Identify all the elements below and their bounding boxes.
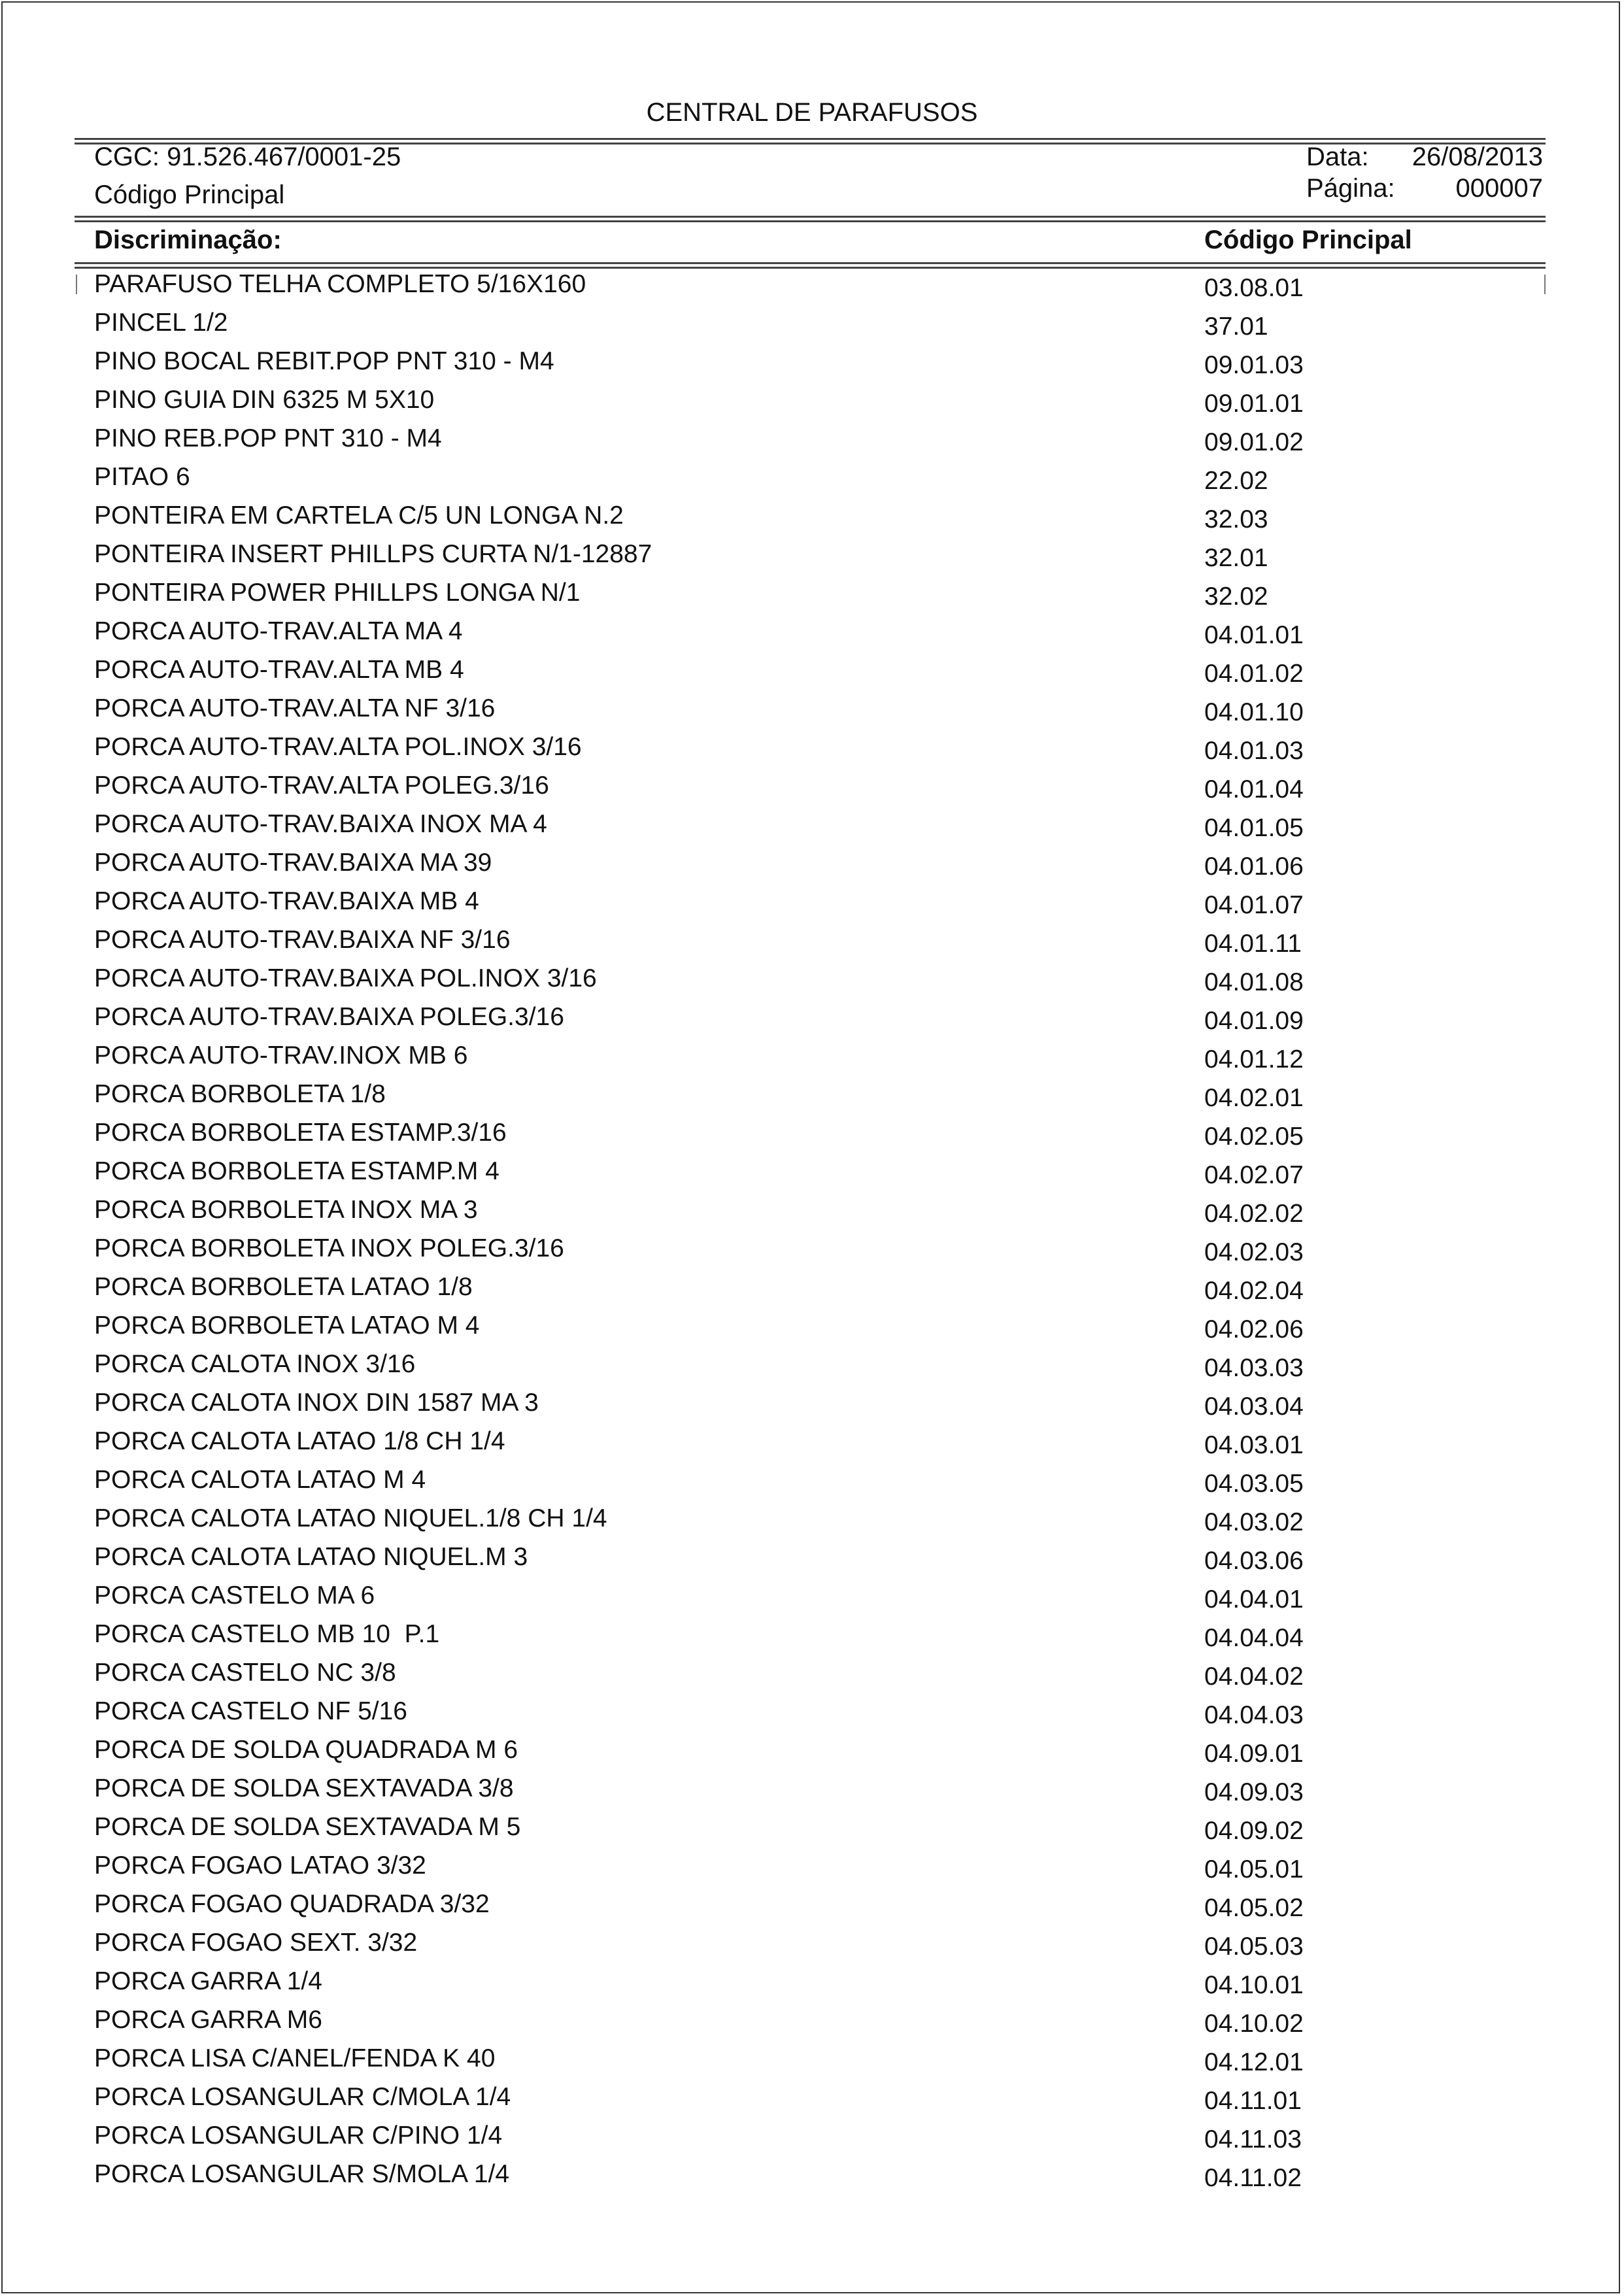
- list-item: [0, 496, 1624, 535]
- item-code: 04.01.08: [1204, 968, 1304, 996]
- item-description: PORCA DE SOLDA QUADRADA M 6: [94, 1736, 518, 1764]
- list-item: [0, 1846, 1624, 1885]
- item-code: 04.03.06: [1204, 1547, 1304, 1575]
- list-item: [0, 843, 1624, 882]
- item-description: PORCA BORBOLETA LATAO 1/8: [94, 1273, 473, 1301]
- list-item: [0, 650, 1624, 689]
- item-code: 04.03.03: [1204, 1354, 1304, 1382]
- item-description: PORCA CALOTA LATAO M 4: [94, 1466, 426, 1494]
- list-item: [0, 1769, 1624, 1808]
- column-rule-bottom-1: [75, 262, 1546, 264]
- item-code: 04.05.01: [1204, 1855, 1304, 1883]
- list-item: [0, 998, 1624, 1036]
- item-description: PORCA BORBOLETA LATAO M 4: [94, 1311, 480, 1340]
- list-item: [0, 766, 1624, 805]
- item-description: PORCA CALOTA INOX 3/16: [94, 1350, 416, 1378]
- list-item: [0, 1075, 1624, 1113]
- item-description: PORCA AUTO-TRAV.BAIXA MA 39: [94, 849, 492, 877]
- list-item: [0, 573, 1624, 612]
- item-code: 04.03.04: [1204, 1393, 1304, 1421]
- item-description: PORCA DE SOLDA SEXTAVADA 3/8: [94, 1774, 514, 1802]
- item-code: 04.03.05: [1204, 1470, 1304, 1498]
- item-description: PORCA AUTO-TRAV.BAIXA NF 3/16: [94, 926, 511, 954]
- item-code: 09.01.03: [1204, 351, 1304, 379]
- item-description: PORCA LOSANGULAR C/PINO 1/4: [94, 2121, 503, 2150]
- list-item: [0, 419, 1624, 458]
- item-code: 04.09.03: [1204, 1778, 1304, 1806]
- list-item: [0, 689, 1624, 728]
- item-description: PINO GUIA DIN 6325 M 5X10: [94, 386, 435, 414]
- item-code: 04.01.05: [1204, 814, 1304, 842]
- list-item: [0, 303, 1624, 342]
- item-code: 03.08.01: [1204, 274, 1304, 302]
- item-code: 04.01.03: [1204, 737, 1304, 765]
- item-description: PITAO 6: [94, 463, 190, 491]
- list-item: [0, 342, 1624, 380]
- item-description: PORCA CALOTA LATAO 1/8 CH 1/4: [94, 1427, 505, 1455]
- item-description: PORCA GARRA 1/4: [94, 1967, 322, 1995]
- item-code: 04.01.10: [1204, 698, 1304, 726]
- item-code: 04.09.01: [1204, 1740, 1304, 1768]
- item-code: 04.01.04: [1204, 775, 1304, 803]
- list-item: [0, 1730, 1624, 1769]
- item-code: 32.01: [1204, 544, 1268, 572]
- item-code: 04.03.02: [1204, 1508, 1304, 1536]
- list-item: [0, 2001, 1624, 2039]
- item-code: 04.04.01: [1204, 1585, 1304, 1613]
- item-code: 09.01.01: [1204, 390, 1304, 418]
- list-item: [0, 2039, 1624, 2078]
- list-item: [0, 1576, 1624, 1615]
- list-item: [0, 805, 1624, 843]
- item-code: 04.02.05: [1204, 1123, 1304, 1151]
- cgc-number: CGC: 91.526.467/0001-25: [94, 143, 401, 171]
- item-description: PORCA LOSANGULAR C/MOLA 1/4: [94, 2083, 511, 2111]
- item-description: PONTEIRA INSERT PHILLPS CURTA N/1-12887: [94, 540, 652, 568]
- list-item: [0, 1808, 1624, 1846]
- item-code: 04.11.02: [1204, 2164, 1302, 2192]
- item-code: 04.09.02: [1204, 1817, 1304, 1845]
- item-description: PORCA AUTO-TRAV.ALTA POL.INOX 3/16: [94, 733, 582, 761]
- item-description: PORCA LOSANGULAR S/MOLA 1/4: [94, 2160, 510, 2188]
- list-item: [0, 1499, 1624, 1538]
- item-code: 04.02.01: [1204, 1084, 1304, 1112]
- item-code: 04.02.07: [1204, 1161, 1304, 1189]
- item-code: 04.04.03: [1204, 1701, 1304, 1729]
- item-description: PORCA GARRA M6: [94, 2006, 322, 2034]
- list-item: [0, 1460, 1624, 1499]
- item-description: PORCA FOGAO SEXT. 3/32: [94, 1929, 418, 1957]
- item-code: 04.12.01: [1204, 2048, 1304, 2076]
- item-code: 04.01.07: [1204, 891, 1304, 919]
- item-code: 04.01.01: [1204, 621, 1304, 649]
- header-rule-top-1: [75, 138, 1546, 140]
- item-description: PINO BOCAL REBIT.POP PNT 310 - M4: [94, 347, 554, 375]
- item-code: 04.05.03: [1204, 1933, 1304, 1961]
- list-item: [0, 1113, 1624, 1152]
- item-description: PORCA AUTO-TRAV.BAIXA POLEG.3/16: [94, 1003, 564, 1031]
- list-item: [0, 1036, 1624, 1075]
- item-description: PORCA BORBOLETA INOX POLEG.3/16: [94, 1234, 564, 1262]
- list-item: [0, 1268, 1624, 1306]
- item-code: 22.02: [1204, 467, 1268, 495]
- item-description: PINO REB.POP PNT 310 - M4: [94, 424, 442, 452]
- list-item: [0, 1345, 1624, 1383]
- sort-order-label: Código Principal: [94, 180, 285, 209]
- item-code: 32.03: [1204, 505, 1268, 533]
- item-code: 04.01.12: [1204, 1045, 1304, 1073]
- item-description: PORCA AUTO-TRAV.INOX MB 6: [94, 1041, 468, 1070]
- item-description: PORCA BORBOLETA 1/8: [94, 1080, 386, 1108]
- list-item: [0, 535, 1624, 573]
- item-code: 32.02: [1204, 582, 1268, 611]
- item-list: [0, 265, 1624, 2193]
- item-description: PORCA LISA C/ANEL/FENDA K 40: [94, 2044, 496, 2072]
- list-item: [0, 2116, 1624, 2155]
- list-item: [0, 1692, 1624, 1730]
- item-code: 37.01: [1204, 312, 1268, 341]
- date-value: 26/08/2013: [1412, 143, 1543, 171]
- item-description: PORCA AUTO-TRAV.ALTA POLEG.3/16: [94, 771, 549, 800]
- item-description: PORCA FOGAO QUADRADA 3/32: [94, 1890, 490, 1918]
- item-description: PORCA CASTELO NF 5/16: [94, 1697, 407, 1725]
- item-description: PORCA CASTELO MA 6: [94, 1581, 375, 1610]
- list-item: [0, 1962, 1624, 2001]
- item-code: 04.02.03: [1204, 1238, 1304, 1266]
- item-description: PORCA AUTO-TRAV.BAIXA POL.INOX 3/16: [94, 964, 597, 992]
- item-code: 04.03.01: [1204, 1431, 1304, 1459]
- list-item: [0, 1152, 1624, 1190]
- item-description: PORCA AUTO-TRAV.BAIXA MB 4: [94, 887, 479, 915]
- item-code: 04.04.04: [1204, 1624, 1304, 1652]
- item-code: 04.02.04: [1204, 1277, 1304, 1305]
- item-description: PORCA CALOTA LATAO NIQUEL.M 3: [94, 1543, 528, 1571]
- list-item: [0, 1538, 1624, 1576]
- list-item: [0, 1422, 1624, 1460]
- page-label: Página:: [1306, 174, 1395, 203]
- list-item: [0, 380, 1624, 419]
- list-item: [0, 612, 1624, 650]
- item-description: PORCA AUTO-TRAV.ALTA MA 4: [94, 617, 463, 645]
- item-description: PORCA BORBOLETA ESTAMP.3/16: [94, 1119, 507, 1147]
- item-code: 04.01.02: [1204, 660, 1304, 688]
- item-description: PORCA AUTO-TRAV.BAIXA INOX MA 4: [94, 810, 547, 838]
- item-description: PORCA AUTO-TRAV.ALTA MB 4: [94, 656, 464, 684]
- item-description: PORCA CASTELO MB 10 P.1: [94, 1620, 440, 1648]
- item-description: PINCEL 1/2: [94, 309, 228, 337]
- item-code: 04.10.01: [1204, 1971, 1304, 1999]
- list-item: [0, 1229, 1624, 1268]
- column-header-description: Discriminação:: [94, 226, 282, 254]
- list-item: [0, 2155, 1624, 2193]
- item-code: 04.01.09: [1204, 1007, 1304, 1035]
- list-item: [0, 1923, 1624, 1962]
- list-item: [0, 265, 1624, 303]
- item-description: PONTEIRA EM CARTELA C/5 UN LONGA N.2: [94, 501, 624, 530]
- item-code: 04.11.01: [1204, 2087, 1302, 2115]
- list-item: [0, 2078, 1624, 2116]
- item-description: PORCA CALOTA INOX DIN 1587 MA 3: [94, 1389, 539, 1417]
- item-code: 04.05.02: [1204, 1894, 1304, 1922]
- column-header-code: Código Principal: [1204, 226, 1412, 254]
- item-code: 04.11.03: [1204, 2125, 1302, 2153]
- list-item: [0, 1885, 1624, 1923]
- list-item: [0, 1383, 1624, 1422]
- item-description: PORCA AUTO-TRAV.ALTA NF 3/16: [94, 694, 496, 722]
- column-rule-top-2: [75, 220, 1546, 222]
- item-code: 04.02.06: [1204, 1315, 1304, 1343]
- column-rule-top-1: [75, 216, 1546, 218]
- report-title: CENTRAL DE PARAFUSOS: [646, 98, 978, 127]
- list-item: [0, 920, 1624, 959]
- item-code: 04.01.06: [1204, 853, 1304, 881]
- item-description: PONTEIRA POWER PHILLPS LONGA N/1: [94, 579, 581, 607]
- list-item: [0, 1615, 1624, 1653]
- item-description: PORCA CALOTA LATAO NIQUEL.1/8 CH 1/4: [94, 1504, 607, 1532]
- list-item: [0, 1190, 1624, 1229]
- list-item: [0, 959, 1624, 998]
- item-code: 04.01.11: [1204, 930, 1302, 958]
- list-item: [0, 458, 1624, 496]
- list-item: [0, 1653, 1624, 1692]
- item-description: PORCA BORBOLETA INOX MA 3: [94, 1196, 478, 1224]
- page-number: 000007: [1455, 174, 1543, 203]
- item-code: 04.02.02: [1204, 1200, 1304, 1228]
- item-description: PORCA CASTELO NC 3/8: [94, 1659, 396, 1687]
- item-description: PORCA BORBOLETA ESTAMP.M 4: [94, 1157, 499, 1185]
- item-description: PORCA FOGAO LATAO 3/32: [94, 1851, 426, 1880]
- date-label: Data:: [1306, 143, 1369, 171]
- list-item: [0, 1306, 1624, 1345]
- item-code: 04.10.02: [1204, 2010, 1304, 2038]
- item-code: 04.04.02: [1204, 1663, 1304, 1691]
- item-code: 09.01.02: [1204, 428, 1304, 456]
- list-item: [0, 882, 1624, 920]
- item-description: PARAFUSO TELHA COMPLETO 5/16X160: [94, 270, 586, 298]
- item-description: PORCA DE SOLDA SEXTAVADA M 5: [94, 1813, 521, 1841]
- list-item: [0, 728, 1624, 766]
